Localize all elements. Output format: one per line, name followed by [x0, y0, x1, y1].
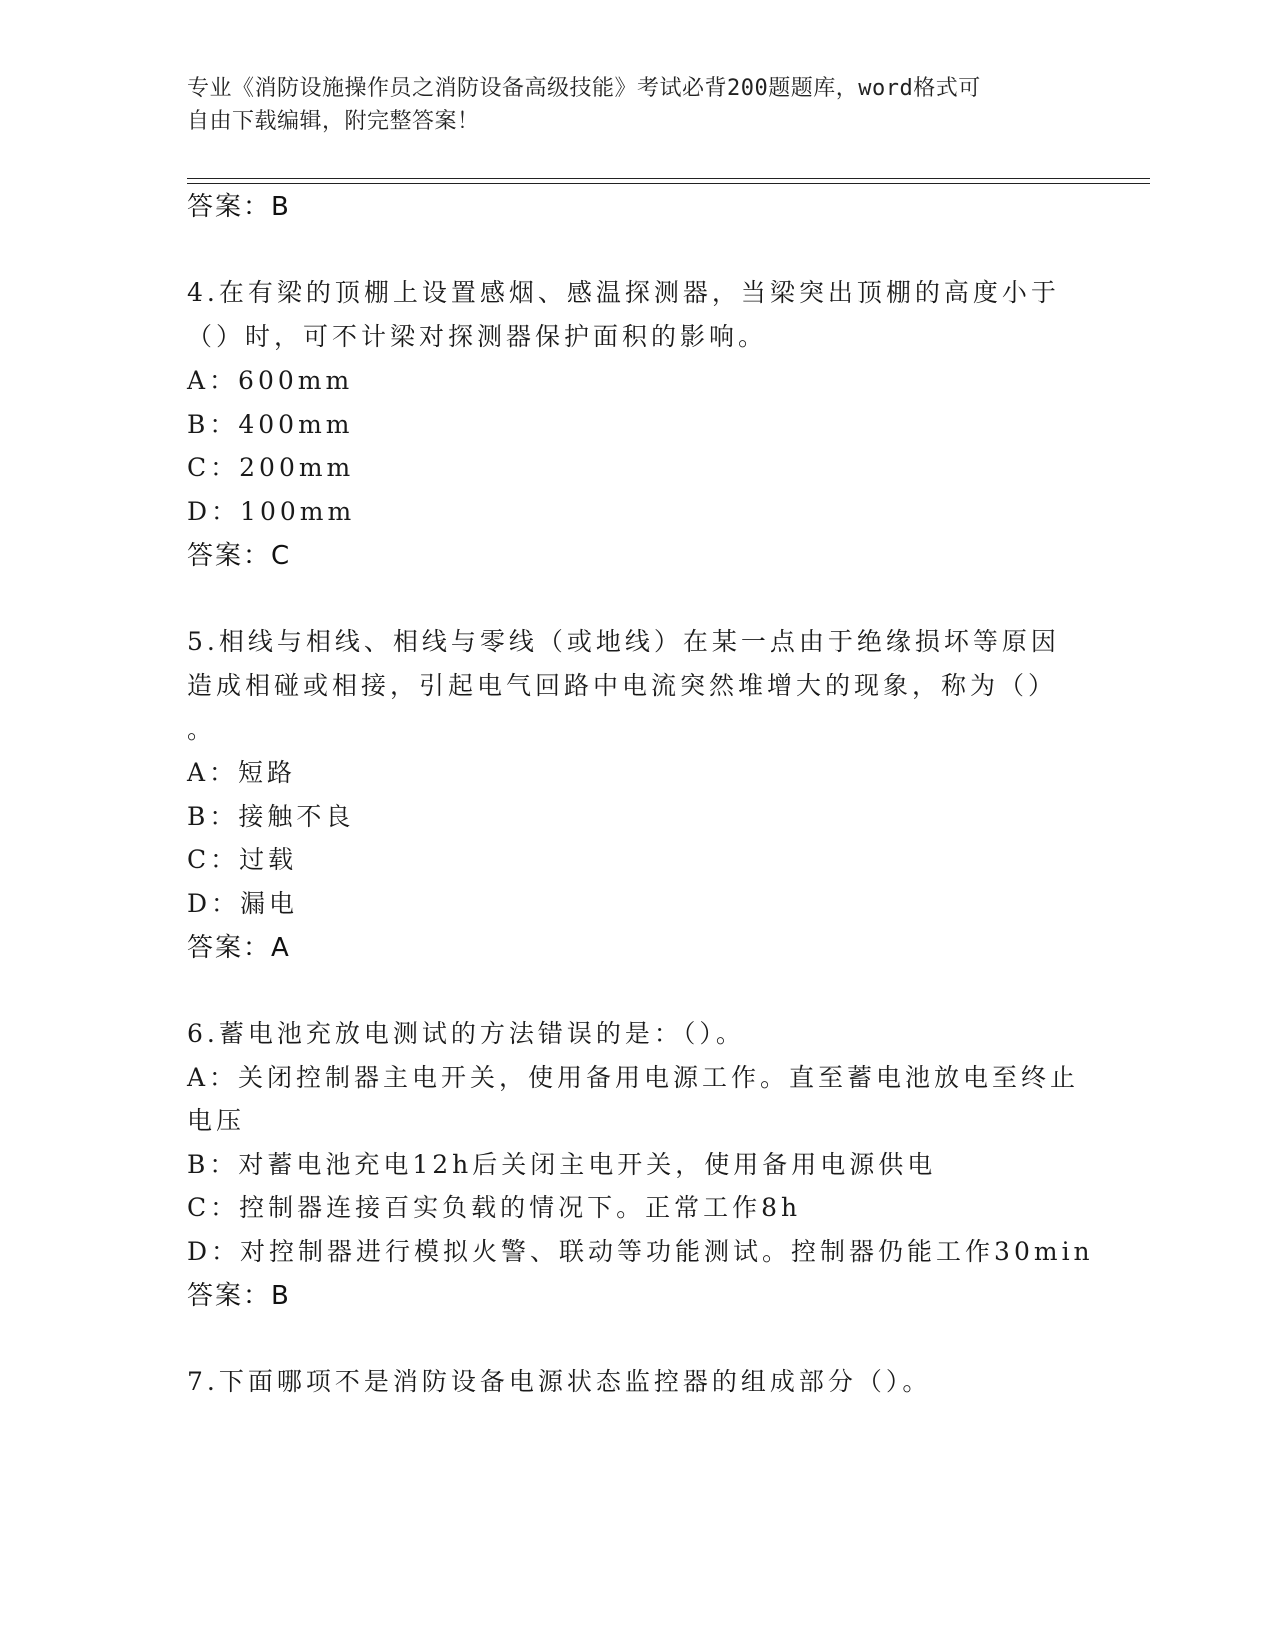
question-5-option-d: D：漏电	[187, 889, 299, 918]
question-6-option-a: A：关闭控制器主电开关，使用备用电源工作。直至蓄电池放电至终止	[187, 1063, 1080, 1092]
question-4-option-a: A：600mm	[187, 366, 354, 395]
question-4-option-d: D：100mm	[187, 497, 356, 526]
question-4-option-c: C：200mm	[187, 453, 355, 482]
question-6-answer: 答案：B	[187, 1281, 291, 1311]
answer-previous: 答案：B	[187, 192, 291, 222]
question-5-option-a: A：短路	[187, 758, 297, 787]
question-6-option-a-cont: 电压	[187, 1106, 246, 1135]
page-header	[187, 72, 1067, 138]
question-5-answer: 答案：A	[187, 933, 291, 963]
question-7-line-1: 7.下面哪项不是消防设备电源状态监控器的组成部分（）。	[187, 1367, 932, 1396]
question-4-option-b: B：400mm	[187, 410, 354, 439]
question-6-option-d: D：对控制器进行模拟火警、联动等功能测试。控制器仍能工作30min	[187, 1237, 1094, 1266]
question-6-option-b: B：对蓄电池充电12h后关闭主电开关，使用备用电源供电	[187, 1150, 937, 1179]
question-5-line-3: 。	[187, 715, 217, 744]
question-5-option-c: C：过载	[187, 845, 298, 874]
question-5-option-b: B：接触不良	[187, 802, 355, 831]
question-5-line-1: 5.相线与相线、相线与零线（或地线）在某一点由于绝缘损坏等原因	[187, 627, 1060, 656]
question-5-line-2: 造成相碰或相接，引起电气回路中电流突然堆增大的现象，称为（）	[187, 671, 1058, 700]
header-divider-top	[187, 178, 1150, 179]
question-4-answer: 答案：C	[187, 541, 292, 571]
header-line-1: 专业《消防设施操作员之消防设备高级技能》考试必背200题题库，word格式可	[187, 76, 981, 101]
header-divider-bottom	[187, 183, 1150, 184]
question-4-line-1: 4.在有梁的顶棚上设置感烟、感温探测器，当梁突出顶棚的高度小于	[187, 278, 1060, 307]
question-6-option-c: C：控制器连接百实负载的情况下。正常工作8h	[187, 1193, 802, 1222]
question-4-line-2: （）时，可不计梁对探测器保护面积的影响。	[187, 322, 768, 351]
header-line-2: 自由下载编辑，附完整答案！	[187, 109, 480, 134]
question-6-line-1: 6.蓄电池充放电测试的方法错误的是：（）。	[187, 1019, 745, 1048]
